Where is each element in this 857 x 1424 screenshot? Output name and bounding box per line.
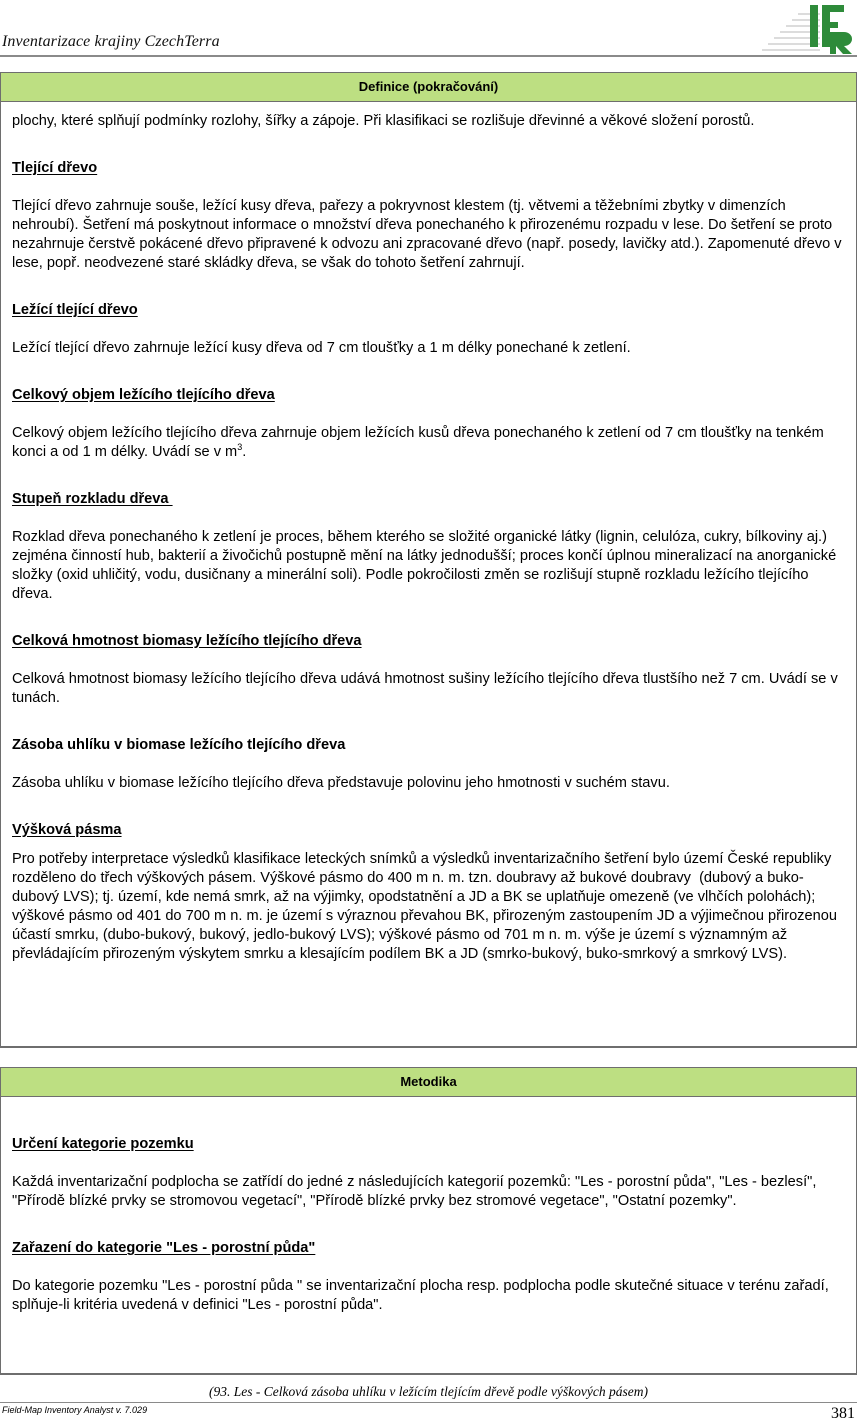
paragraph: Tlející dřevo zahrnuje souše, ležící kusy dřeva, pařezy a pokryvnost klestem (tj. větvemi a těžebními zbytky v dimenzích nehroubí). Šetření má poskytnout informace o množství dřeva ponechaného k přirozenému rozpadu v lese. Do šetření se proto nezahrnuje čerstvě pokácené dřevo připravené k odvozu ani zpracované dřevo (např. posedy, lavičky atd.). Zapomenuté dřevo v lese, popř. neodvezené staré skládky dřeva, se však do tohoto šetření zahrnují.: [12, 198, 842, 271]
intro-paragraph: plochy, které splňují podmínky rozlohy, šířky a zápoje. Při klasifikaci se rozlišuje dřevinné a věkové složení porostů.: [12, 113, 755, 129]
paragraph: Ležící tlející dřevo zahrnuje ležící kusy dřeva od 7 cm tloušťky a 1 m délky ponechané k zetlení.: [12, 340, 631, 356]
section-header: Definice (pokračování): [1, 73, 856, 102]
app-version: Field-Map Inventory Analyst v. 7.029: [2, 1405, 148, 1415]
paragraph: Do kategorie pozemku "Les - porostní půda " se inventarizační plocha resp. podplocha podle skutečné situace v terénu zařadí, splňuje-li kritéria uvedená v definici "Les - porostní půda".: [12, 1278, 829, 1313]
heading-zarazeni-kategorie: Zařazení do kategorie "Les - porostní půda": [12, 1240, 316, 1256]
heading-lezici-tlejici-drevo: Ležící tlející dřevo: [12, 302, 138, 318]
ifer-logo: [760, 2, 854, 54]
paragraph: Každá inventarizační podplocha se zatřídí do jedné z následujících kategorií pozemků: "Les - porostní půda", "Les - bezlesí", "Přírodě blízké prvky se stromovou vegetací", "Přírodě blízké prvky bez stromové vegetace", "Ostatní pozemky".: [12, 1174, 817, 1209]
header-rule: [0, 55, 857, 57]
paragraph: Celková hmotnost biomasy ležícího tlejícího dřeva udává hmotnost sušiny ležícího tlejícího dřeva tlustšího než 7 cm. Uvádí se v tunách.: [12, 671, 838, 706]
heading-tlejici-drevo: Tlející dřevo: [12, 160, 98, 176]
heading-zasoba-uhliku: Zásoba uhlíku v biomase ležícího tlejícího dřeva: [12, 737, 346, 753]
paragraph: Celkový objem ležícího tlejícího dřeva zahrnuje objem ležících kusů dřeva ponechaného k zetlení od 7 cm tloušťky na tenkém konci a od 1 m délky. Uvádí se v $m^3$.: [12, 425, 824, 460]
heading-urceni-kategorie: Určení kategorie pozemku: [12, 1136, 194, 1152]
paragraph: Zásoba uhlíku v biomase ležícího tlejícího dřeva představuje polovinu jeho hmotnosti v suchém stavu.: [12, 775, 670, 791]
figure-caption: (93. Les - Celková zásoba uhlíku v ležícím tlejícím dřevě podle výškových pásem): [209, 1384, 648, 1399]
section-header: Metodika: [1, 1068, 856, 1097]
document-title: Inventarizace krajiny CzechTerra: [2, 33, 220, 50]
heading-celkovy-objem: Celkový objem ležícího tlejícího dřeva: [12, 387, 275, 403]
page-number: 381: [831, 1405, 855, 1422]
definitions-section: [0, 72, 857, 1048]
methodology-section: [0, 1067, 857, 1375]
paragraph: Pro potřeby interpretace výsledků klasifikace leteckých snímků a výsledků inventarizačního šetření bylo území České republiky rozděleno do třech výškových pásem. Výškové pásmo do 400 m n. m. tzn. doubravy až bukové doubravy (dubový a buko-dubový LVS); tj. území, kde nemá smrk, až na výjimky, opodstatnění a JD a BK se uplatňuje omezeně (ve vlhčích polohách); výškové pásmo od 401 do 700 m n. m. je území s výraznou převahou BK, přirozeným zastoupením JD a výjimečnou přirozenou účastí smrku, (dubo-bukový, bukový, jedlo-bukový LVS); výškové pásmo od 701 m n. m. výše je území s významným až převládajícím přirozeným výskytem smrku a klesajícím podílem BK a JD (smrko-bukový, buko-smrkový a smrkový LVS).: [12, 851, 842, 962]
heading-celkova-hmotnost: Celková hmotnost biomasy ležícího tlejícího dřeva: [12, 633, 362, 649]
paragraph: Rozklad dřeva ponechaného k zetlení je proces, během kterého se složité organické látky (lignin, celulóza, cukry, bílkoviny aj.) zejména činností hub, bakterií a živočichů postupně mění na látky jednodušší; proces končí úplnou mineralizací na anorganické složky (oxid uhličitý, vodu, dusičnany a minerální soli). Podle pokročilosti změn se rozlišují stupně rozkladu ležícího tlejícího dřeva.: [12, 529, 837, 602]
heading-stupen-rozkladu: Stupeň rozkladu dřeva: [12, 491, 173, 507]
heading-vyskova-pasma: Výšková pásma: [12, 822, 122, 838]
footer-rule: [0, 1402, 857, 1403]
